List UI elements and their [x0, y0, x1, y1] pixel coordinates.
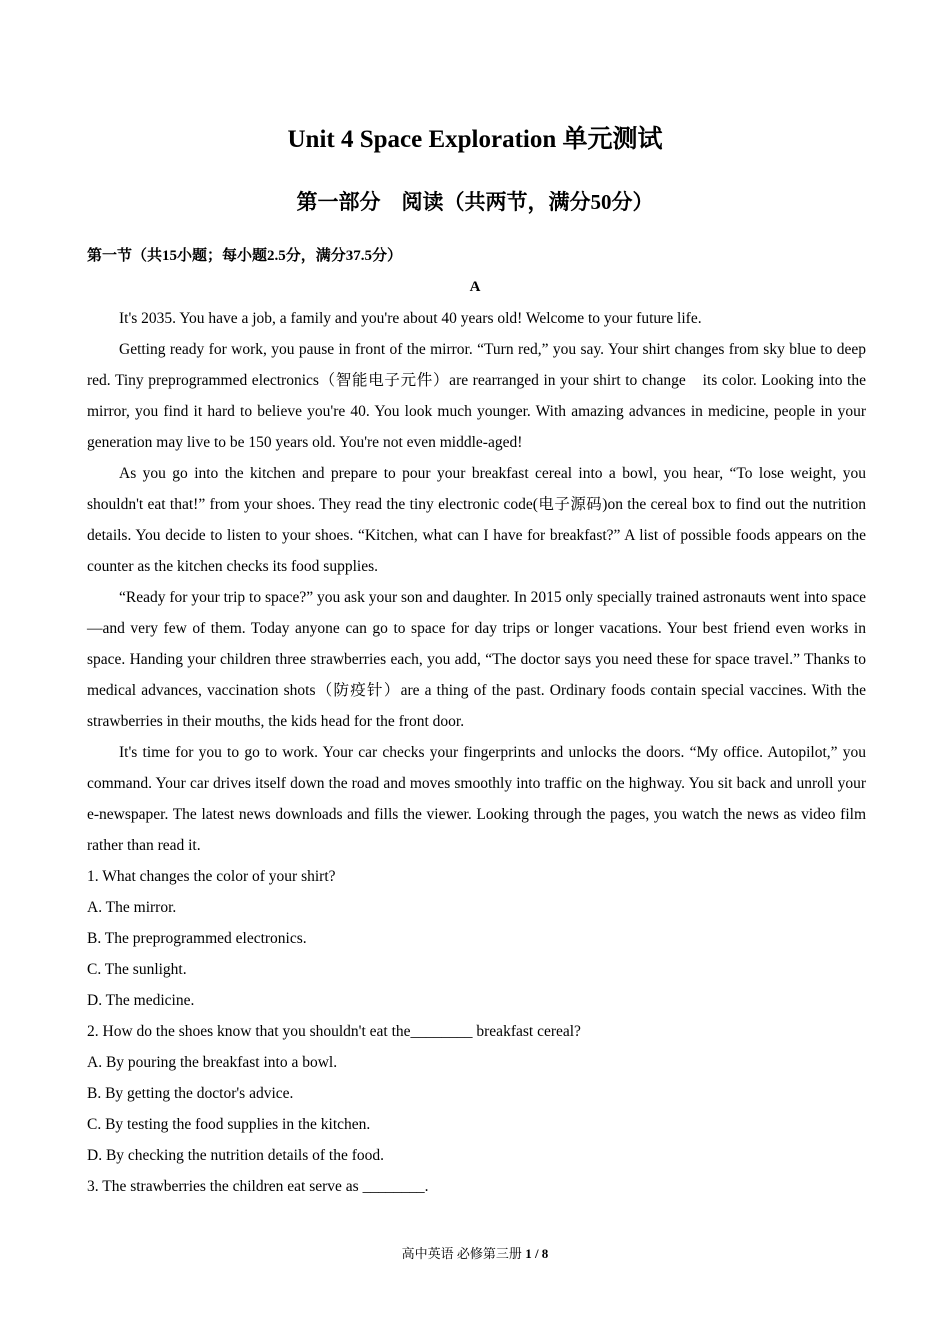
- passage-paragraph: It's time for you to go to work. Your car checks your fingerprints and unlocks the doors. “My office. Autopilot,” you command. Your car drives itself down the road and moves smoothly into traffic on the highway. You sit back and unroll your e‐newspaper. The latest news downloads and fills the viewer. Looking through the pages, you watch the news as video film rather than read it.: [87, 744, 866, 854]
- section-title: 第一节（共15小题；每小题2.5分，满分37.5分）: [87, 248, 403, 264]
- document-title: Unit 4 Space Exploration 单元测试: [287, 126, 663, 153]
- page-number: 1 / 8: [525, 1246, 549, 1261]
- question-option: A. By pouring the breakfast into a bowl.: [87, 1054, 338, 1071]
- question-stem: 2. How do the shoes know that you shouldn't eat the________ breakfast cereal?: [87, 1023, 581, 1040]
- footer-text: 高中英语 必修第三册: [401, 1246, 526, 1261]
- question-option: D. By checking the nutrition details of the food.: [87, 1147, 385, 1164]
- question-option: B. By getting the doctor's advice.: [87, 1085, 294, 1102]
- question-option: C. By testing the food supplies in the kitchen.: [87, 1116, 371, 1133]
- passage-letter: A: [469, 279, 481, 295]
- passage-paragraph: It's 2035. You have a job, a family and you're about 40 years old! Welcome to your future life.: [119, 310, 702, 327]
- question-option: B. The preprogrammed electronics.: [87, 930, 307, 947]
- question-stem: 1. What changes the color of your shirt?: [87, 868, 336, 885]
- passage-paragraph: Getting ready for work, you pause in front of the mirror. “Turn red,” you say. Your shirt changes from sky blue to deep red. Tiny preprogrammed electronics（智能电子元件）are rearranged in your shirt to change its color. Looking into the mirror, you find it hard to believe you're 40. You look much younger. With amazing advances in medicine, people in your generation may live to be 150 years old. You're not even middle-aged!: [87, 341, 866, 451]
- question-stem: 3. The strawberries the children eat serve as ________.: [87, 1178, 429, 1195]
- page-footer: [0, 1244, 950, 1264]
- question-option: A. The mirror.: [87, 899, 177, 916]
- passage-paragraph: “Ready for your trip to space?” you ask your son and daughter. In 2015 only specially trained astronauts went into space—and very few of them. Today anyone can go to space for day trips or longer vacations. Your best friend even works in space. Handing your children three strawberries each, you add, “The doctor says you need these for space travel.” Thanks to medical advances, vaccination shots（防疫针）are a thing of the past. Ordinary foods contain special vaccines. With the strawberries in their mouths, the kids head for the front door.: [87, 589, 866, 730]
- passage-body: [87, 303, 866, 1202]
- passage-paragraph: As you go into the kitchen and prepare to pour your breakfast cereal into a bowl, you hear, “To lose weight, you shouldn't eat that!” from your shoes. They read the tiny electronic code(电子源码)on the cereal box to find out the nutrition details. You decide to listen to your shoes. “Kitchen, what can I have for breakfast?” A list of possible foods appears on the counter as the kitchen checks its food supplies.: [87, 465, 866, 575]
- question-option: D. The medicine.: [87, 992, 195, 1009]
- question-option: C. The sunlight.: [87, 961, 187, 978]
- part-title: 第一部分 阅读（共两节，满分50分）: [296, 190, 654, 214]
